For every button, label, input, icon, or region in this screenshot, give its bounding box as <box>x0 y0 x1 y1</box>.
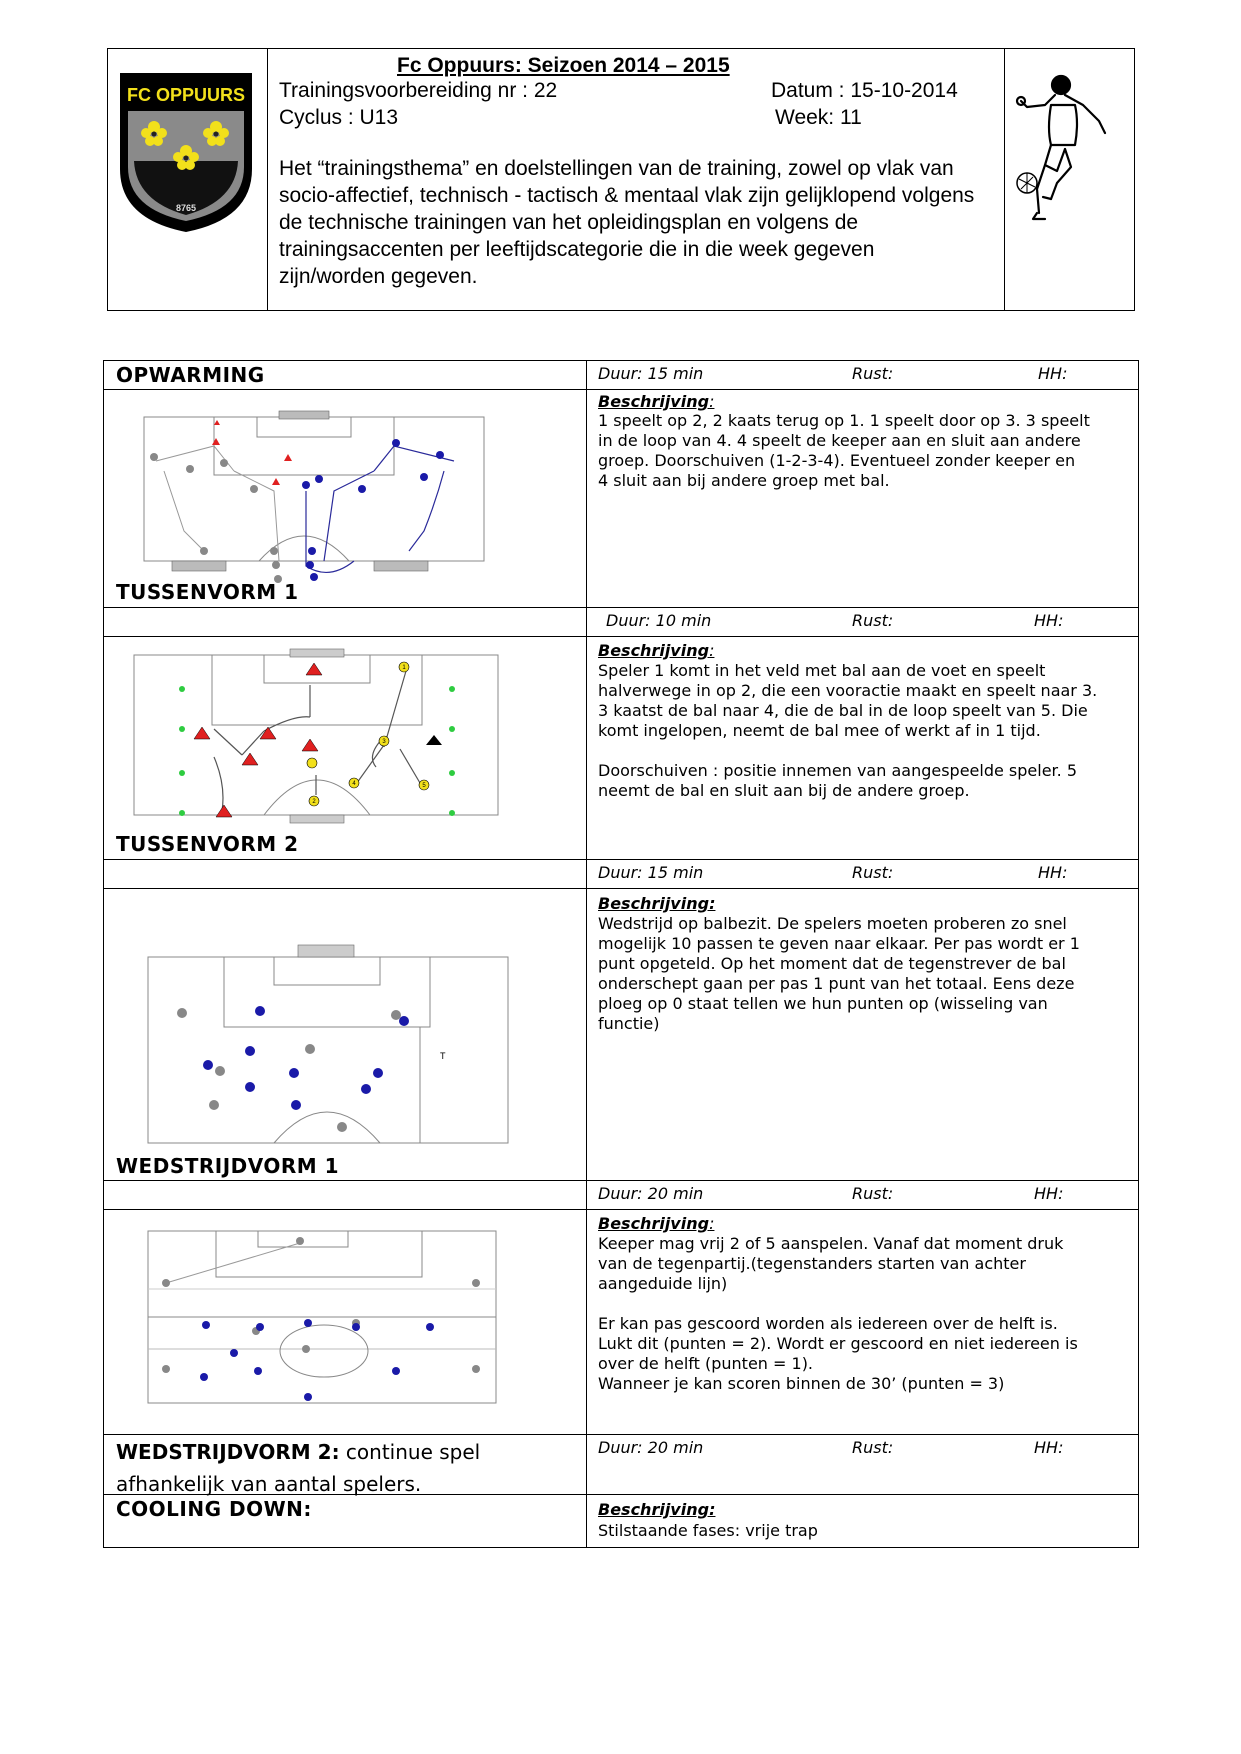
opwarming-bes-label: Beschrijving: <box>598 392 715 411</box>
wedstrijdvorm2-rust: Rust: <box>852 1438 894 1457</box>
tussenvorm2-diagram <box>124 921 544 1151</box>
opwarming-rust: Rust: <box>852 364 894 383</box>
svg-text:T: T <box>440 1051 446 1061</box>
wedstrijdvorm2-hh: HH: <box>1034 1438 1064 1457</box>
section-title-tussenvorm1: TUSSENVORM 1 <box>116 580 299 604</box>
tussenvorm1-diagram <box>114 645 534 855</box>
tussenvorm1-bes-label: Beschrijving: <box>598 641 715 660</box>
wedstrijdvorm2-duur: Duur: 20 min <box>598 1438 704 1457</box>
cooling-bes-label: Beschrijving: <box>598 1500 716 1519</box>
wedstrijdvorm1-diagram <box>124 1221 524 1411</box>
wedstrijdvorm1-bes-label: Beschrijving: <box>598 1214 715 1233</box>
doc-title: Fc Oppuurs: Seizoen 2014 – 2015 <box>397 54 730 77</box>
logo-cell <box>108 49 268 310</box>
header-box <box>107 48 1135 311</box>
training-plan-table <box>103 360 1139 1548</box>
logo-number: 8765 <box>175 203 197 213</box>
section-title-wedstrijdvorm1: WEDSTRIJDVORM 1 <box>116 1154 340 1178</box>
section-title-cooling-down: COOLING DOWN: <box>116 1497 312 1521</box>
svg-text:5: 5 <box>422 783 426 789</box>
section-title-opwarming: OPWARMING <box>116 363 265 387</box>
intro-text: Het “trainingsthema” en doelstellingen van de training, zowel op vlak van socio-affectief, technisch - tactisch & mentaal vlak zijn gelijklopend volgens de technische trainingen van het opleidingsplan en volgens de trainingsaccenten per leeftijdscategorie die in die week gegeven zijn/worden gegeven. <box>279 157 975 288</box>
football-player-image <box>1005 49 1136 312</box>
tussenvorm1-rust: Rust: <box>852 611 894 630</box>
wedstrijdvorm1-rust: Rust: <box>852 1184 894 1203</box>
svg-text:3: 3 <box>382 739 386 745</box>
opwarming-description: 1 speelt op 2, 2 kaats terug op 1. 1 speelt door op 3. 3 speelt in de loop van 4. 4 speelt de keeper aan en sluit aan andere groep. Doorschuiven (1-2-3-4). Eventueel zonder keeper en 4 sluit aan bij andere groep met bal. <box>598 411 1090 490</box>
tussenvorm2-description: Wedstrijd op balbezit. De spelers moeten proberen zo snel mogelijk 10 passen te geven naar elkaar. Per pas wordt er 1 punt opgeteld. Op het moment dat de tegenstrever de bal onderschept gaan per pas 1 punt van het totaal. Eens deze ploeg op 0 staat tellen we hun punten op (wisseling van functie) <box>598 914 1080 1033</box>
logo-text: FC OPPUURS <box>126 85 246 105</box>
opwarming-hh: HH: <box>1038 364 1068 383</box>
section-title-tussenvorm2: TUSSENVORM 2 <box>116 832 299 856</box>
date: Datum : 15-10-2014 <box>771 79 958 102</box>
tussenvorm2-duur: Duur: 15 min <box>598 863 704 882</box>
section-title-wedstrijdvorm2: WEDSTRIJDVORM 2: continue spel afhankelijk van aantal spelers. <box>116 1440 481 1496</box>
wedstrijdvorm1-description: Keeper mag vrij 2 of 5 aanspelen. Vanaf dat moment druk van de tegenpartij.(tegenstanders starten van achter aangeduide lijn) Er kan pas gescoord worden als iedereen over de helft is. Lukt dit (punten = 2). Wordt er gescoord en niet iedereen is over de helft (punten = 1). Wanneer je kan scoren binnen de 30’ (punten = 3) <box>598 1234 1078 1393</box>
cycle: Cyclus : U13 <box>279 106 399 129</box>
cooling-description: Stilstaande fases: vrije trap <box>598 1521 818 1540</box>
wedstrijdvorm1-duur: Duur: 20 min <box>598 1184 704 1203</box>
tussenvorm1-hh: HH: <box>1034 611 1064 630</box>
player-image-cell <box>1004 49 1136 310</box>
opwarming-duur: Duur: 15 min <box>598 364 704 383</box>
tussenvorm1-description: Speler 1 komt in het veld met bal aan de voet en speelt halverwege in op 2, die een vooractie maakt en speelt naar 3. 3 kaatst de bal naar 4, die de bal in de loop speelt van 5. Die komt ingelopen, neemt de bal mee of werkt af in 1 tijd. Doorschuiven : positie innemen van aangespeelde speler. 5 neemt de bal en sluit aan bij de andere groep. <box>598 661 1098 800</box>
prep-number: Trainingsvoorbereiding nr : 22 <box>279 79 558 102</box>
tussenvorm2-hh: HH: <box>1038 863 1068 882</box>
opwarming-diagram <box>124 401 504 591</box>
club-logo <box>108 49 267 312</box>
wedstrijdvorm1-hh: HH: <box>1034 1184 1064 1203</box>
svg-text:1: 1 <box>402 665 406 671</box>
week: Week: 11 <box>775 106 862 129</box>
tussenvorm2-bes-label: Beschrijving: <box>598 894 716 913</box>
tussenvorm1-duur: Duur: 10 min <box>606 611 712 630</box>
tussenvorm2-rust: Rust: <box>852 863 894 882</box>
svg-text:4: 4 <box>352 781 356 787</box>
svg-text:2: 2 <box>312 799 316 805</box>
